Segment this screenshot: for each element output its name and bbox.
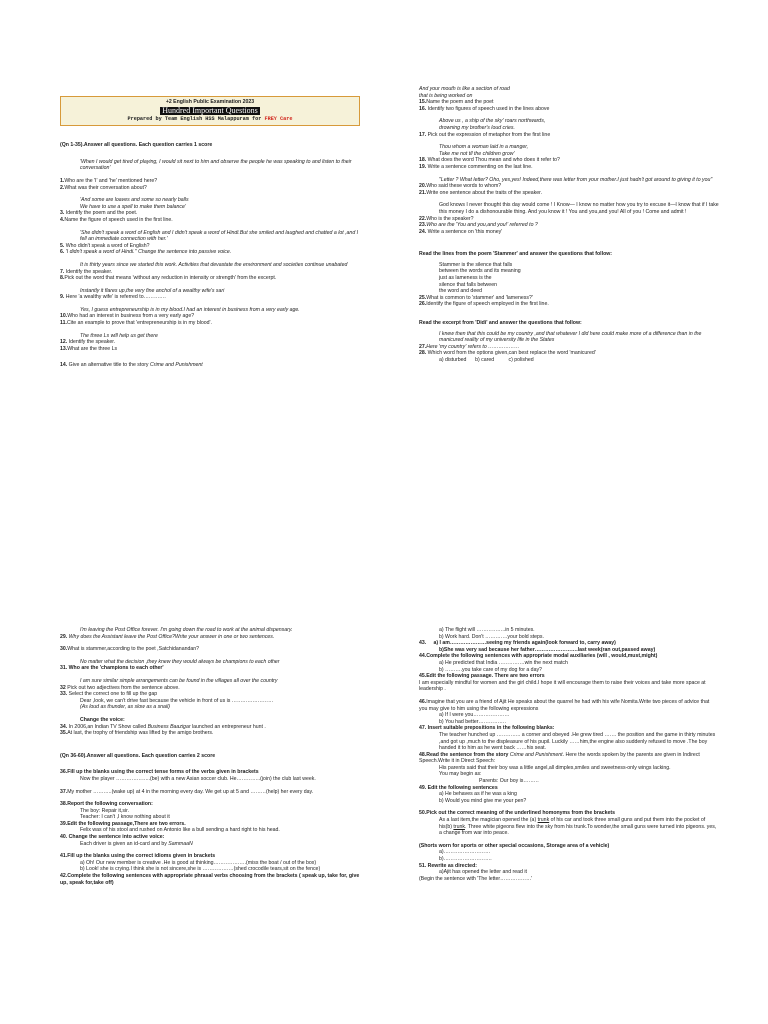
question-43: 43. a) I am…………………seeing my friends again(look forward to, carry away)	[419, 640, 616, 647]
right-column-bottom	[419, 627, 719, 882]
question-45: 45.Edit the following passage. There are two errors	[419, 673, 545, 680]
question-23: 23.Who are the 'You and you,and you!' referred to ?	[419, 222, 538, 229]
question-48-hint: You may begin as:	[439, 771, 482, 778]
question-32: 32 Pick out two adjectives from the sentence above.	[60, 684, 180, 691]
poem-stammer: Stammer is the silence that falls between the words and its meaning just as lameness is the silence that falls between the word and deed	[439, 261, 521, 295]
question-31: 31. Who are the 'champions to each other'	[60, 665, 164, 672]
question-27: 27.Here 'my country' refers to ………………	[419, 343, 520, 350]
question-25: 25.What is common to 'stammer' and 'lameness?'	[419, 294, 533, 301]
question-50-options: (Shorts worn for sports or other special occasions, Storage area of a vehicle)	[419, 842, 610, 849]
excerpt-10: Thou whom a woman laid in a manger, Take me not tll the children grow'	[439, 144, 529, 157]
excerpt-4: It is thirty years since we started this work. Activities that devastate the environment and societies continue unabated	[80, 261, 348, 268]
question-35: 35.At last, the trophy of friendship was lifted by the amigo brothers.	[60, 730, 214, 737]
question-50: 50.Pick out the correct meaning of the underlined homonyms from the brackets	[419, 810, 616, 817]
question-36: 36.Fill up the blanks using the correct tense forms of the verbs given in brackets	[60, 769, 259, 776]
question-40-text: Each driver is given an id-card and by SammaaN	[80, 840, 193, 847]
right-column-top	[419, 86, 719, 364]
excerpt-12: God knows I never thought this day would come ! I Know— I know no matter how you try to excuse it—I know that if I take this money I do a dishonourable thing. And you know it ! You and you,and you! All of you ! Come and admit !	[439, 202, 719, 215]
question-43-b: b)She was very sad because her father…………………….last week(ran out,passed away)	[439, 646, 656, 653]
left-column-top	[60, 86, 360, 369]
document-title: Hundred Important Questions	[162, 105, 258, 115]
question-44-a: a) He predicted that India ……………win the next match	[439, 659, 568, 666]
question-44-b: b) ……….you take care of my dog for a day?	[439, 666, 542, 673]
question-51-a: a)Ajit has opened the letter and read it	[439, 869, 527, 876]
question-6: 6. 'I didn't speak a word of Hindi.'' Change the sentence into passive voice.	[60, 249, 232, 256]
question-26: 26.Identify the figure of speech employed in the first line.	[419, 301, 549, 308]
question-38-line-1: The boy: Repair it,sir.	[80, 807, 130, 814]
question-48-start: Parents: Our boy is………	[479, 778, 539, 785]
excerpt-14: I'm leaving the Post Office forever. I'm going down the road to work at the animal dispensary.	[80, 627, 293, 633]
question-39-text: Felix was of his stool and rushed on Antonio like a bull sending a hard right to his head.	[80, 827, 280, 834]
question-42-b: b) Work hard. Don't ………….your bold steps.	[439, 633, 544, 640]
question-33-options: (As loud as thunder, as slow as a snail)	[80, 704, 170, 711]
question-48-text: His parents said that their boy was a little angel,all dimples,smiles and sweetness-only wings lacking.	[439, 764, 671, 771]
question-30: 30.What is stammer,according to the poet ,Satchidanandan?	[60, 646, 200, 653]
question-44: 44.Complete the following sentences with appropriate modal auxiliaries (will , would,must,might)	[419, 653, 658, 660]
prepared-for-text: FREY Care	[264, 115, 293, 122]
question-33-sentence: Dear ,look, we can't drive fast because the vehicle in front of us is ……………………	[80, 697, 274, 704]
question-3: 3. Identify the poem and the poet.	[60, 210, 138, 217]
question-14: 14. Give an alternative title to the story Crime and Punishment	[60, 362, 203, 369]
question-7: 7. Identify the speaker.	[60, 268, 113, 275]
question-37: 37.My mother ………..(wake up) at 4 in the morning every day. We get up at 5 and ………(help) her every day.	[60, 788, 314, 795]
question-10: 10.Who had an interest in business from a very early age?	[60, 313, 195, 320]
question-42-a: a) The flight will ……………..in 5 minutes.	[439, 627, 535, 633]
question-22: 22.Who is the speaker?	[419, 215, 474, 222]
exam-title: +2 English Public Examination 2023	[165, 99, 255, 105]
question-38: 38.Report the following conversation:	[60, 801, 153, 808]
question-11: 11.Cite an example to prove that 'entrepreneurship is in my blood'.	[60, 320, 212, 327]
question-8: 8.Pick out the word that means 'without any reduction in intensity or strength' from the excerpt.	[60, 275, 277, 282]
question-5: 5. Who didn't speak a word of English?	[60, 242, 150, 249]
header-banner	[60, 96, 360, 126]
question-20: 20.Who said these words to whom?	[419, 183, 502, 190]
excerpt-6: Yes, I guess entrepreneurship is in my blood.I had an interest in business from a very early age.	[80, 306, 300, 313]
question-2: 2.What was their conversation about?	[60, 184, 147, 191]
question-50-a: a)………………………	[439, 849, 491, 856]
question-9: 9. Here 'a wealthy wife' is referred to………….	[60, 294, 166, 301]
question-46-b: b) You had better…………….	[439, 718, 506, 725]
question-4: 4.Name the figure of speech used in the first line.	[60, 216, 173, 223]
excerpt-13: I knew then that this could be my country ,and that whatever I did here could make more of a difference than in the manicured reality of my university life in the States	[439, 330, 702, 344]
question-39: 39.Edit the following passage,There are two errors.	[60, 820, 186, 827]
question-18: 18. What does the word Thou mean and who does it refer to?	[419, 157, 560, 164]
question-33: 33. Select the correct one to fill up the gap	[60, 691, 158, 698]
excerpt-2: 'And some are loaves and some so nearly balls We have to use a spell to make them balance'	[80, 197, 189, 210]
prepared-by-line	[64, 116, 356, 123]
question-40: 40. Change the sentence into active voice:	[60, 834, 165, 841]
question-50-b: b)……………………….	[439, 856, 492, 862]
question-41: 41.Fill up the blanks using the correct idioms given in brackets	[60, 853, 216, 860]
question-28: 28. Which word from the options given,can best replace the word 'manicured'	[419, 350, 596, 357]
question-24: 24. Write a sentence on 'this money'	[419, 228, 503, 235]
excerpt-1: 'When I would get tired of playing, I would sit next to him and observe the people he was speaking to and listen to their conversation'	[80, 158, 352, 172]
excerpt-3: 'She didn't speak a word of English and I didn't speak a word of Hindi.But she smiled and laughed and chatted a lot ,and I fell an immediate connection with her.'	[80, 229, 359, 243]
question-15: 15.Name the poem and the poet	[419, 99, 494, 106]
question-29: 29. Why does the Assistant leave the Post Office?Write your answer in one or two sentences.	[60, 633, 275, 640]
question-47-text: The teacher hunched up ………….. a corner and obeyed .He grew tired ……. the position and the game in thirty minutes ,and got up ,much to the displeasure of his pupil. Luckily ……him,the engine also suddenly refused to move .The boy handed it to him as he went back ……his seat.	[439, 731, 716, 752]
question-28-options: a) disturbed b) cared c) polished	[439, 357, 534, 363]
question-46-a: a) If I were you…………………	[439, 712, 510, 719]
question-13: 13.What are the three Ls	[60, 345, 118, 352]
question-48: 48.Read the sentence from the story Crime and Punishment. Here the words spoken by the parents are given in Indirect Speech.Write it in Direct Speech:	[419, 751, 700, 765]
excerpt-5: Instantly it flares up,the very fine anchol of a wealthy wife's sari	[80, 287, 225, 294]
excerpt-8: And your mouth is like a section of road that is being worked on	[419, 86, 510, 99]
section-heading-stammer: Read the lines from the poem 'Stammer' and answer the questions that follow:	[419, 251, 612, 258]
question-49-a: a) He behaves as if he was a king	[439, 791, 517, 798]
question-19: 19. Write a sentence commenting on the last line.	[419, 163, 533, 170]
section-heading-didi: Read the excerpt from 'Didi' and answer the questions that follow:	[419, 320, 582, 327]
question-38-line-2: Teacher: I can't ,I know nothing about it	[80, 814, 170, 821]
question-41-b: b) Look! she is crying.I think she is not sincere,she is ………………(shed crocodile tears,sit on the fence)	[80, 866, 321, 873]
question-51: 51. Rewrite as directed:	[419, 862, 477, 869]
question-49-b: b) Would you mind give me your pen?	[439, 797, 527, 804]
excerpt-15: No matter what the decision ,they knew they would always be champions to each other	[80, 658, 280, 665]
question-46: 46.Imagine that you are a friend of Ajit He speaks about the quarrel he had with his wife Nomita.Write two pieces of advice that you may give to him using the following expressions	[419, 698, 710, 712]
question-41-a: a) Oh! Our new member is creative .He is good at thinking……………….(miss the boat / out of the box)	[80, 859, 317, 866]
question-49: 49. Edit the following sentences	[419, 784, 498, 791]
question-16: 16. Identify two figures of speech used in the lines above	[419, 105, 550, 112]
excerpt-16: I am sure similar simple arrangements can be found in the villages all over the country	[80, 677, 278, 684]
section-heading-1: (Qn 1-35).Answer all questions. Each question carries 1 score	[60, 142, 213, 149]
question-34: 34. In 2006,an Indian TV Show called Business Baazigar launched an entrepreneur hunt .	[60, 723, 266, 730]
question-50-text: As a last item,the magician opened the (a) trunk of his car and took three small guns and put them into the pocket of his(b) trunk. Three white pigeons flew into the sky from his trunk.To wonder,the small guns were turned into pigeons. yes, a change from war into peace.	[439, 817, 717, 837]
question-51-hint: (Begin the sentence with 'The letter………………'	[419, 875, 533, 882]
question-45-text: I am especially mindful for women and the girl child.I hope it will encourage them to raise their voices and take more space at leadership .	[419, 679, 706, 693]
question-12: 12. Identify the speaker.	[60, 339, 116, 346]
question-17: 17. Pick out the expression of metaphor from the first line	[419, 131, 551, 138]
excerpt-9: Above us , a ship of the sky' roars northwards, drowning my brother's loud cries.	[439, 118, 546, 131]
excerpt-7: The three Ls will help us get there	[80, 332, 158, 339]
question-42: 42.Complete the following sentences with appropriate phrasal verbs choosing from the brackets ( speak up, take for, give up, speak for,take off)	[60, 873, 360, 886]
change-voice-heading: Change the voice:	[80, 716, 125, 723]
question-47: 47. Insert suitable prepositions in the following blanks:	[419, 725, 555, 732]
question-36-text: Now the player ………………..(be) with a new Asian soccer club. He…………..(join) the club last week.	[80, 775, 316, 782]
left-column-bottom	[60, 627, 360, 886]
question-1: 1.Who are the 'I' and 'he' mentioned here?	[60, 177, 158, 184]
excerpt-11: "Letter ? What letter? Oho, yes,yes! Indeed,there was letter from your mother.I just hadn't got around to giving it to you"	[439, 176, 713, 183]
section-heading-2: (Qn 36-60).Answer all questions. Each question carries 2 score	[60, 752, 216, 759]
prepared-by-text: Prepared by Team English HSS Malappuram for	[127, 115, 265, 122]
question-21: 21.Write one sentence about the traits of the speaker.	[419, 189, 543, 196]
